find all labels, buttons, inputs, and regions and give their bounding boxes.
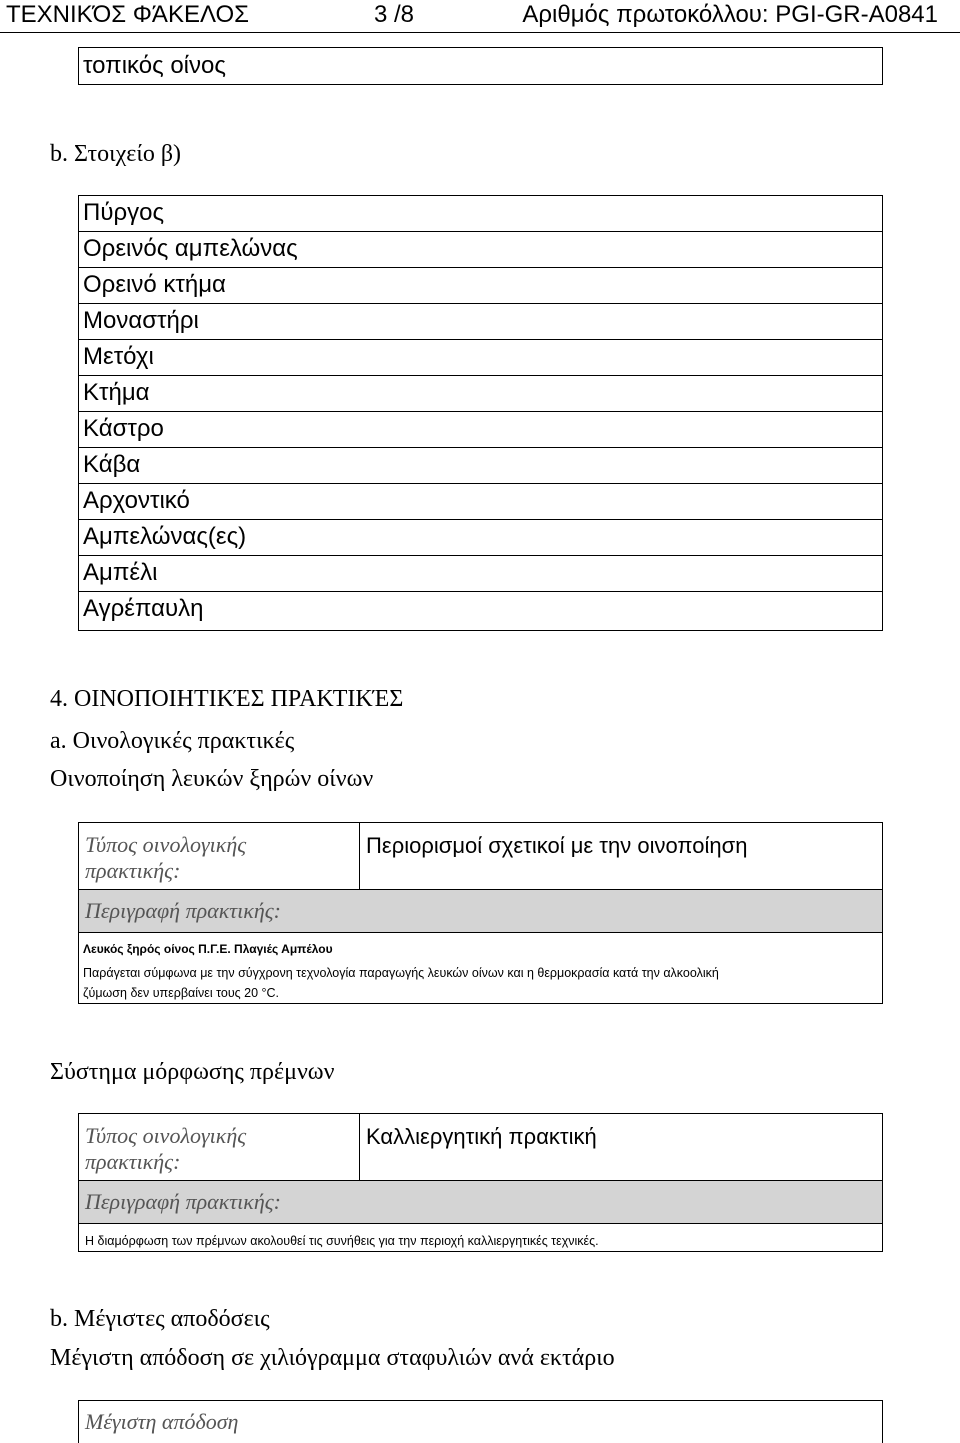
term-item: Ορεινό κτήμα: [79, 268, 882, 304]
section-b2-subtitle: Μέγιστη απόδοση σε χιλιόγραμμα σταφυλιών ανά εκτάριο: [50, 1345, 615, 1371]
max-yield-box: [78, 1400, 883, 1443]
type-value: Περιορισμοί σχετικοί με την οινοποίηση: [366, 833, 748, 858]
term-item: Κάστρο: [79, 412, 882, 448]
terms-list: [78, 195, 883, 631]
desc-text-2: Η διαμόρφωση των πρέμνων ακολουθεί τις συνήθεις για την περιοχή καλλιεργητικές τεχνικές.: [85, 1234, 599, 1248]
practice-1-title: Οινοποίηση λευκών ξηρών οίνων: [50, 766, 374, 792]
practice-2-title: Σύστημα μόρφωσης πρέμνων: [50, 1059, 335, 1085]
term-item: Κάβα: [79, 448, 882, 484]
header-doc-title: ΤΕΧΝΙΚΌΣ ΦΆΚΕΛΟΣ: [6, 1, 249, 28]
term-item: Αμπέλι: [79, 556, 882, 592]
header-protocol-number: Αριθμός πρωτοκόλλου: PGI-GR-A0841: [522, 1, 938, 28]
cell-divider: [359, 823, 360, 889]
desc-label-2: Περιγραφή πρακτικής:: [85, 1189, 281, 1214]
term-item: Αγρέπαυλη: [83, 595, 204, 622]
desc-label-row: [79, 889, 882, 933]
term-item: Αρχοντικό: [79, 484, 882, 520]
type-label-2: Τύπος οινολογικής πρακτικής:: [85, 1123, 247, 1174]
section-b2-heading: b. Μέγιστες αποδόσεις: [50, 1306, 270, 1332]
desc-bold-line: Λευκός ξηρός οίνος Π.Γ.Ε. Πλαγιές Αμπέλου: [83, 942, 333, 956]
desc-label: Περιγραφή πρακτικής:: [85, 898, 281, 923]
header-page-number: 3 /8: [374, 1, 415, 28]
desc-body-2: [85, 1232, 880, 1250]
desc-label-row-2: [79, 1180, 882, 1224]
section-b-heading: b. Στοιχείο β): [50, 141, 182, 167]
type-value-2: Καλλιεργητική πρακτική: [366, 1124, 597, 1149]
type-label: Τύπος οινολογικής πρακτικής:: [85, 832, 247, 883]
desc-text-line-2: ζύμωση δεν υπερβαίνει τους 20 °C.: [83, 986, 280, 1000]
max-yield-label: Μέγιστη απόδοση: [85, 1409, 239, 1434]
section-4-heading: 4. ΟΙΝΟΠΟΙΗΤΙΚΈΣ ΠΡΑΚΤΙΚΈΣ: [50, 686, 404, 712]
practice-table-2: [78, 1113, 883, 1252]
header-divider: [0, 32, 960, 33]
term-item: Κτήμα: [79, 376, 882, 412]
section-4a-heading: a. Οινολογικές πρακτικές: [50, 728, 295, 754]
desc-body: [83, 939, 878, 1003]
term-item: Αμπελώνας(ες): [79, 520, 882, 556]
practice-table-1: [78, 822, 883, 1004]
cell-divider-2: [359, 1114, 360, 1180]
top-box: [78, 47, 883, 85]
page-header: [0, 0, 960, 32]
term-item: Μετόχι: [79, 340, 882, 376]
desc-text-line-1: Παράγεται σύμφωνα με την σύγχρονη τεχνολογία παραγωγής λευκών οίνων και η θερμοκρασία κατά την αλκοολική: [83, 966, 719, 980]
term-item: Μοναστήρι: [79, 304, 882, 340]
term-item: Πύργος: [79, 196, 882, 232]
top-box-text: τοπικός οίνος: [83, 52, 226, 79]
term-item: Ορεινός αμπελώνας: [79, 232, 882, 268]
